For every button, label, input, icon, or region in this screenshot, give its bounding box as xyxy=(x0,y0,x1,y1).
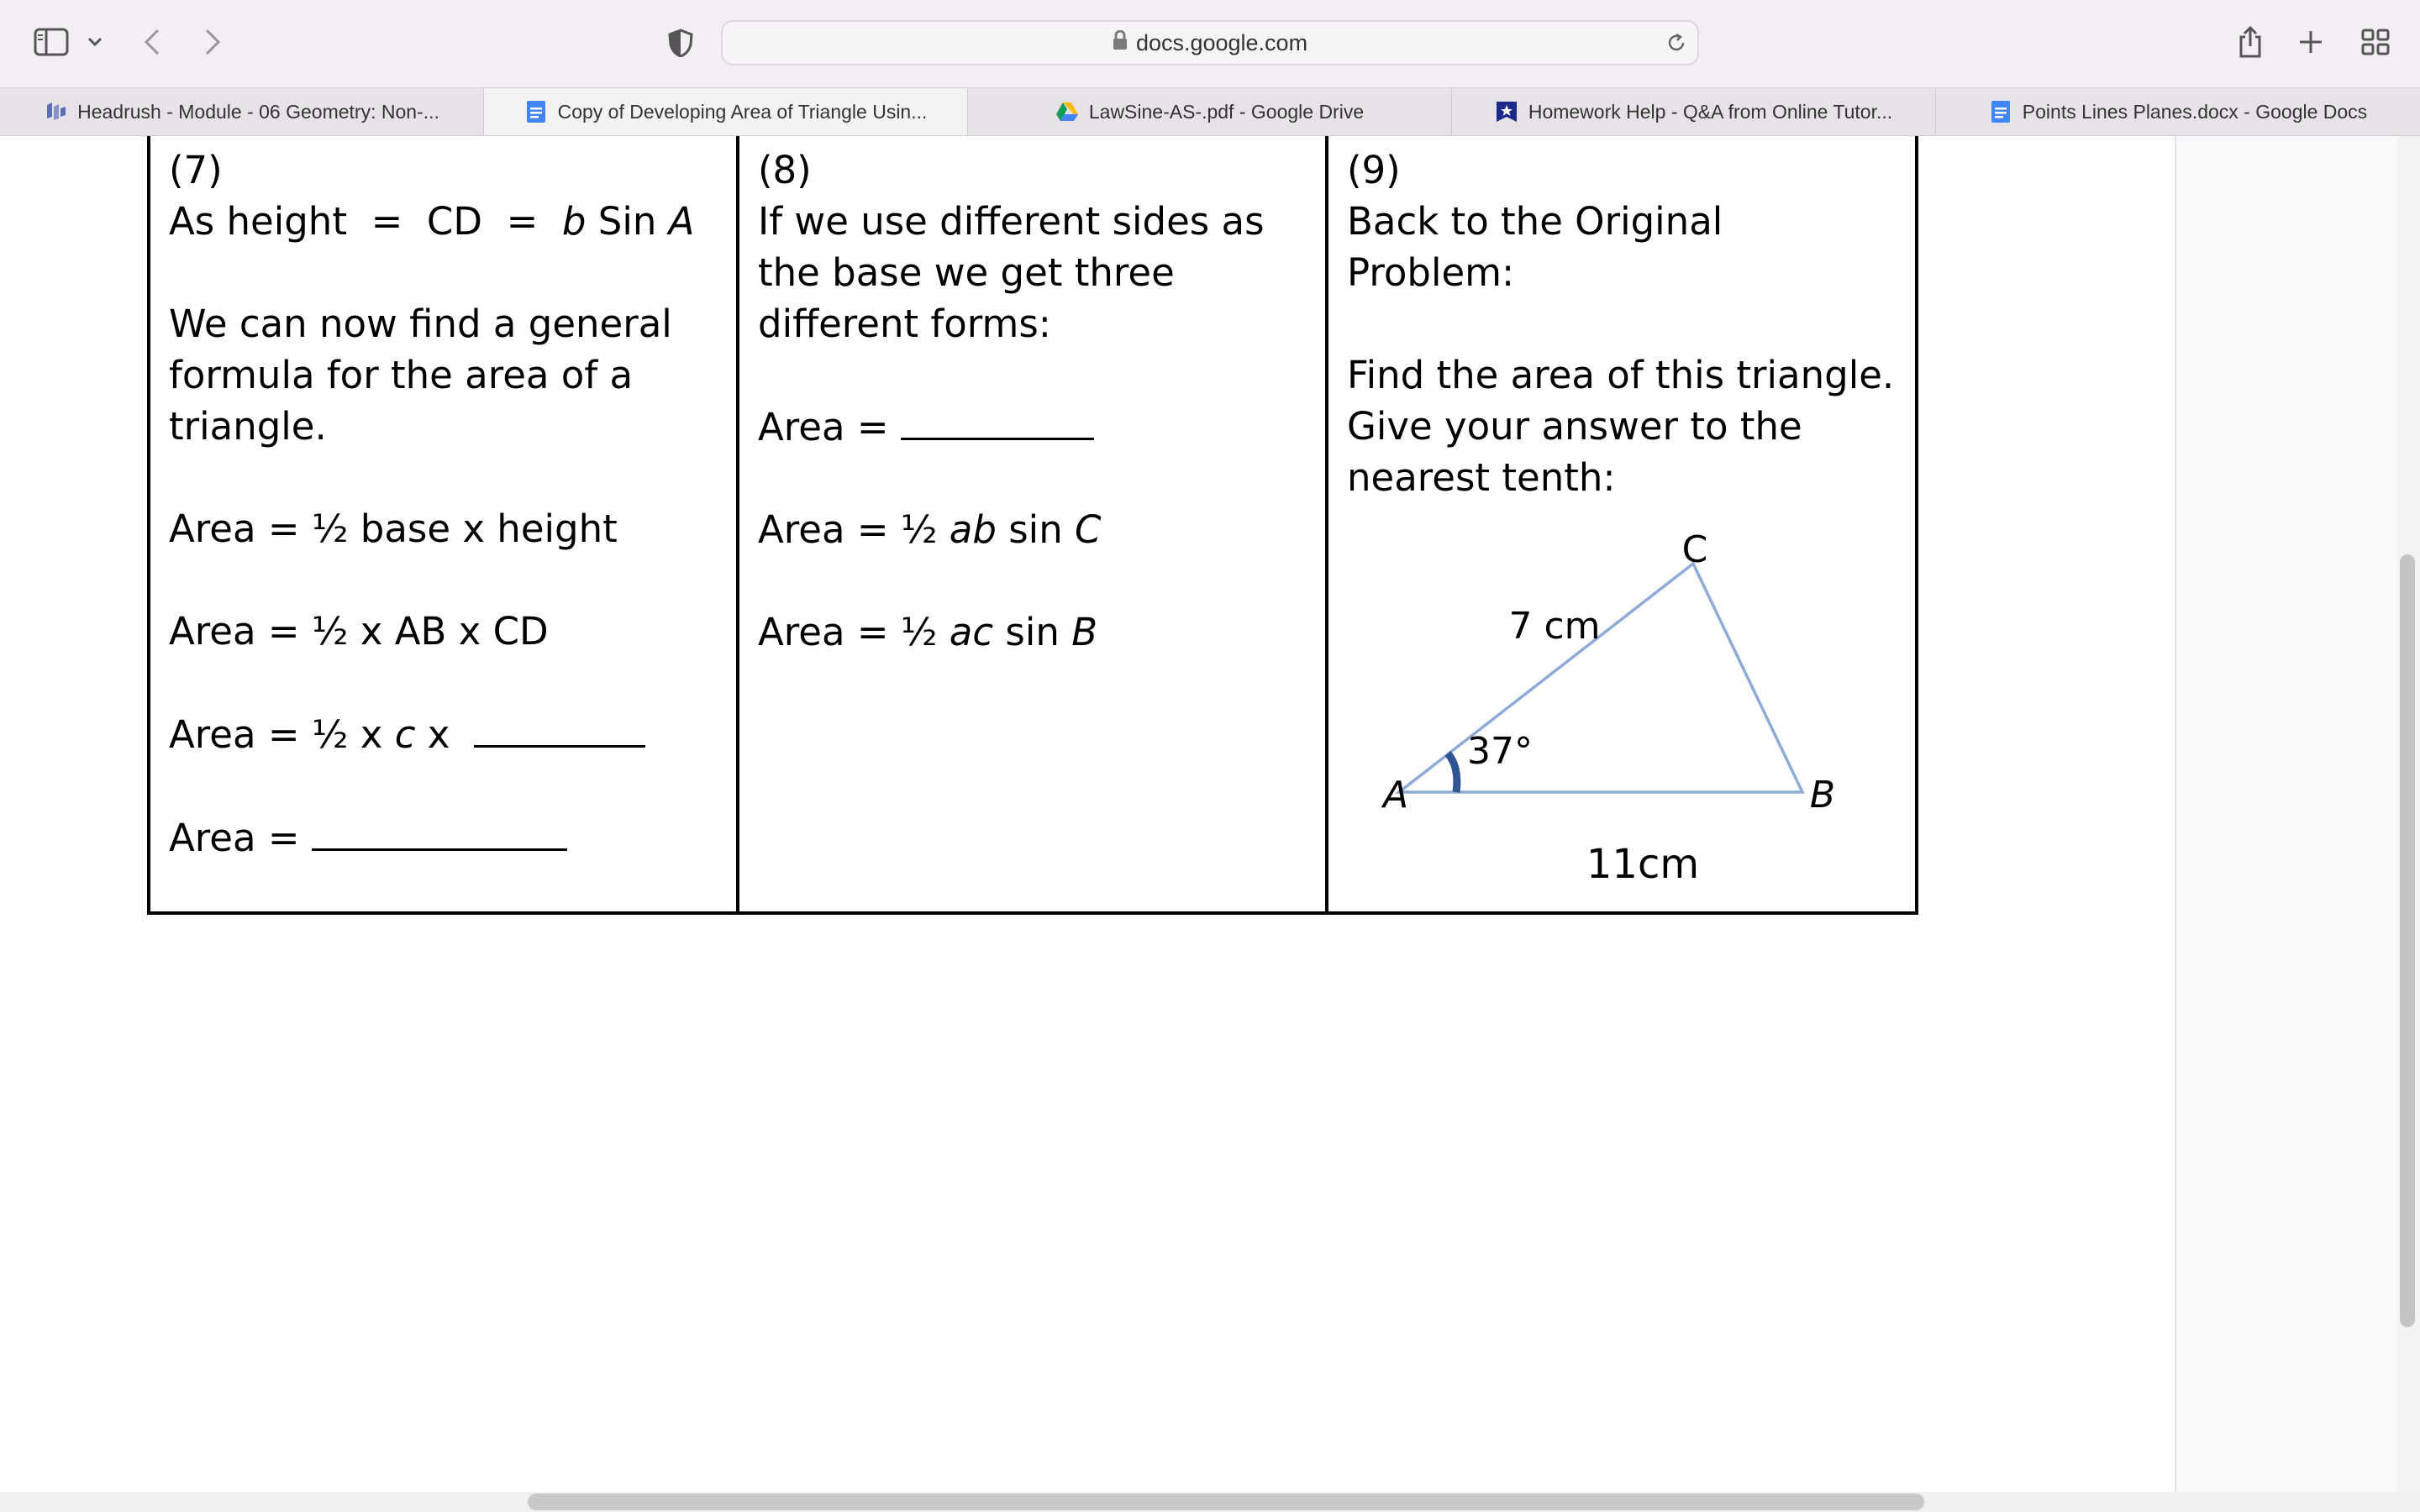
lock-icon xyxy=(1113,30,1128,56)
area-formula-3: Area = ½ x c x xyxy=(169,708,718,760)
tab-overview-icon[interactable] xyxy=(2360,27,2391,57)
new-tab-icon[interactable] xyxy=(2296,27,2326,57)
worksheet-cell-7 xyxy=(149,136,738,913)
angle-arc xyxy=(1448,753,1457,792)
google-docs-icon xyxy=(524,100,548,123)
cell-number: (7) xyxy=(169,148,223,192)
tab-points-lines-planes[interactable] xyxy=(1936,88,2420,135)
horizontal-scrollbar-thumb[interactable] xyxy=(528,1494,1924,1510)
page-gutter xyxy=(2175,136,2420,1492)
cell-number: (8) xyxy=(758,148,812,192)
vertex-a-label: A xyxy=(1382,774,1409,816)
tab-label: LawSine-AS-.pdf - Google Drive xyxy=(1088,100,1365,123)
privacy-shield-icon[interactable] xyxy=(666,27,696,59)
angle-a-label: 37° xyxy=(1467,730,1533,773)
tab-label: Homework Help - Q&A from Online Tutor... xyxy=(1528,100,1893,123)
answer-blank[interactable] xyxy=(312,811,567,851)
triangle-diagram xyxy=(1357,525,1861,911)
vertex-c-label: C xyxy=(1681,528,1708,571)
area-formula-1: Area = ½ base x height xyxy=(169,507,618,551)
vertex-b-label: B xyxy=(1809,774,1836,816)
sidebar-toggle-icon[interactable] xyxy=(32,25,71,59)
forward-icon[interactable] xyxy=(198,25,227,59)
headrush-icon xyxy=(44,100,67,123)
area-formula-2: Area = ½ x AB x CD xyxy=(169,609,549,654)
url-text: docs.google.com xyxy=(1135,29,1308,55)
google-docs-icon xyxy=(1989,100,2012,123)
worksheet-cell-8 xyxy=(738,136,1327,913)
cell-number: (9) xyxy=(1347,148,1401,192)
chevron-down-icon[interactable] xyxy=(84,30,106,54)
tab-label: Headrush - Module - 06 Geometry: Non-... xyxy=(77,100,439,123)
vertical-scrollbar-thumb[interactable] xyxy=(2400,554,2415,1327)
tab-developing-area[interactable] xyxy=(484,88,968,135)
area-formula-1: Area = xyxy=(758,401,1307,453)
worksheet-table xyxy=(147,136,1918,915)
reload-icon[interactable] xyxy=(1665,32,1687,58)
cell-heading: Back to the Original Problem: xyxy=(1347,199,1723,295)
tab-label: Copy of Developing Area of Triangle Usin... xyxy=(557,100,928,123)
area-formula-2: Area = ½ ab sin C xyxy=(758,507,1102,552)
cell-instruction: We can now find a general formula for the area of a triangle. xyxy=(169,302,672,449)
area-formula-3: Area = ½ ac sin B xyxy=(758,610,1098,654)
chegg-star-icon xyxy=(1495,100,1518,123)
cell-instruction: Find the area of this triangle. Give your answer to the nearest tenth: xyxy=(1347,353,1895,500)
side-ac-label: 7 cm xyxy=(1508,605,1601,648)
answer-blank[interactable] xyxy=(474,708,645,748)
area-formula-4: Area = xyxy=(169,811,718,864)
tab-lawsine-drive[interactable] xyxy=(968,88,1452,135)
browser-toolbar xyxy=(0,0,2420,87)
worksheet-cell-9 xyxy=(1327,136,1917,913)
tab-homework-help[interactable] xyxy=(1452,88,1936,135)
google-drive-icon xyxy=(1055,100,1079,123)
tab-bar xyxy=(0,87,2420,136)
triangle-shape xyxy=(1399,564,1802,792)
cell-instruction: If we use different sides as the base we get three different forms: xyxy=(758,199,1265,346)
answer-blank[interactable] xyxy=(901,401,1094,440)
share-icon[interactable] xyxy=(2235,24,2265,60)
side-ab-label: 11cm xyxy=(1586,841,1700,888)
address-bar[interactable] xyxy=(721,20,1699,66)
document-page xyxy=(0,136,2175,1492)
back-icon[interactable] xyxy=(138,25,166,59)
tab-headrush[interactable] xyxy=(0,88,484,135)
height-formula: As height = CD = b Sin A xyxy=(169,199,695,244)
tab-label: Points Lines Planes.docx - Google Docs xyxy=(2022,100,2368,123)
